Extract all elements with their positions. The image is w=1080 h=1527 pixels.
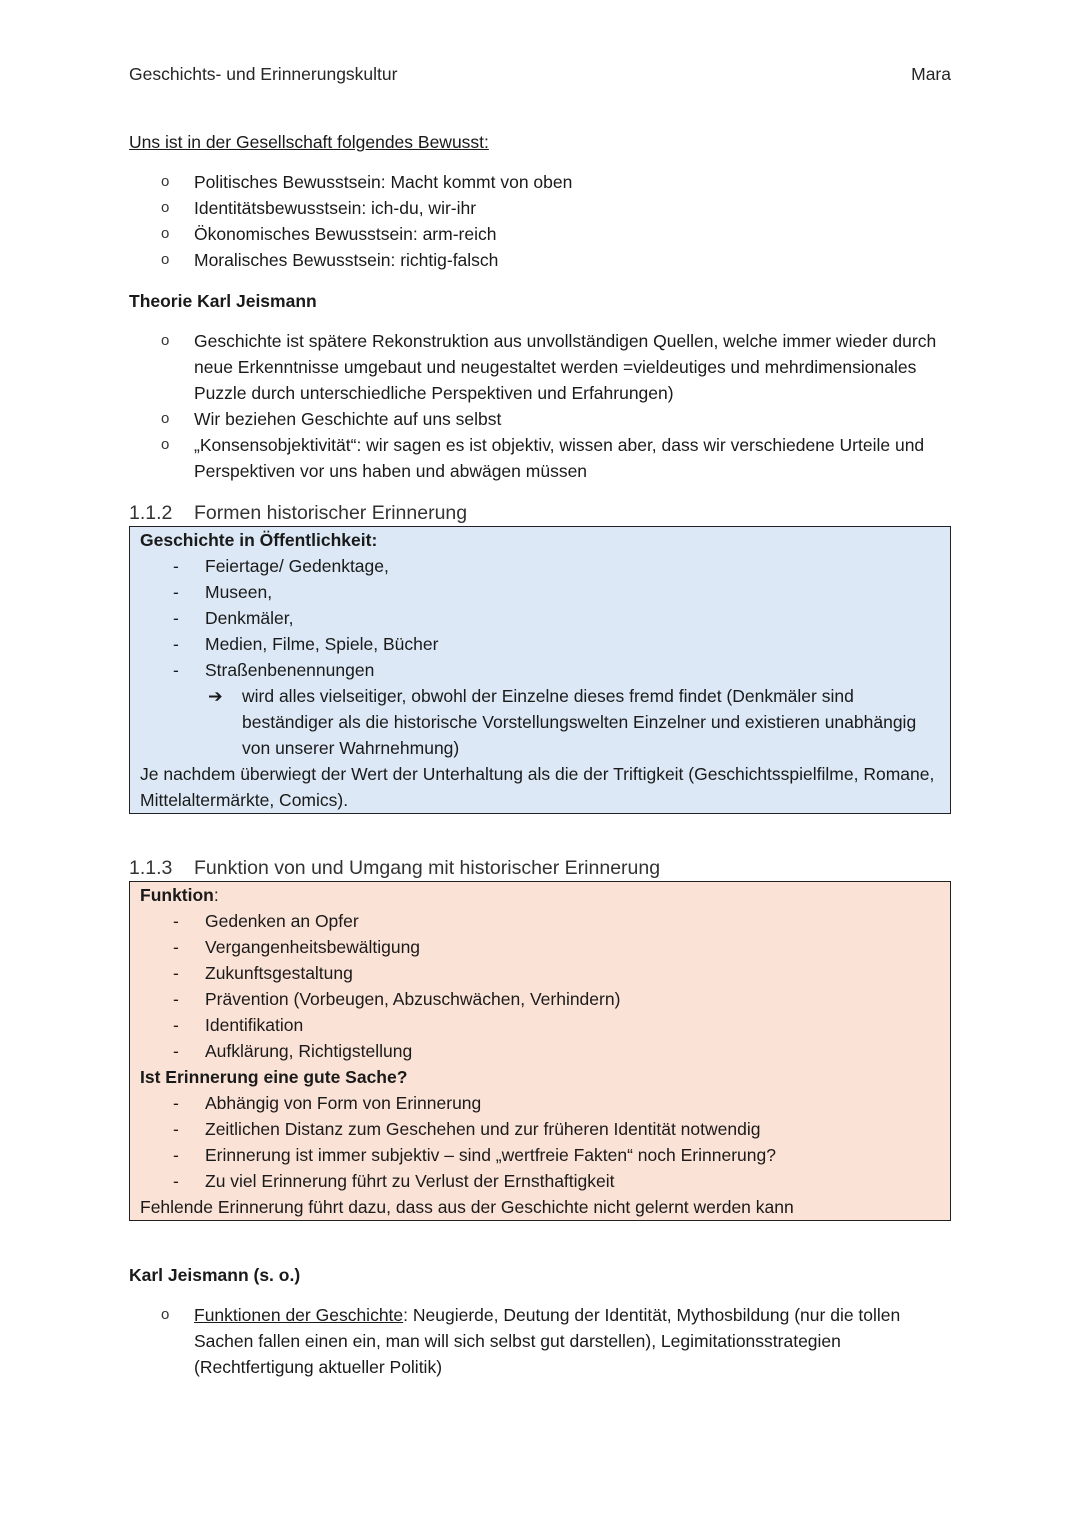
formen-box xyxy=(129,526,951,814)
page-header xyxy=(129,64,951,90)
funktion-list xyxy=(140,908,940,1064)
funktion-box xyxy=(129,881,951,1221)
list-item: o Funktionen der Geschichte: Neugierde, Deutung der Identität, Mythosbildung (nur die tollen Sachen fallen einen ein, man will sich selbst gut darstellen), Legimitationsstrategien (Rechtfertigung aktueller Politik) xyxy=(129,1302,951,1380)
list-item: - Gedenken an Opfer xyxy=(173,911,359,931)
list-item: - Zukunftsgestaltung xyxy=(173,963,353,983)
list-item: - Medien, Filme, Spiele, Bücher xyxy=(173,634,439,654)
list-item: - Zu viel Erinnerung führt zu Verlust der Ernsthaftigkeit xyxy=(173,1171,615,1191)
intro-list xyxy=(129,169,951,273)
circle-bullet-icon: o xyxy=(161,251,170,268)
list-item: - Identifikation xyxy=(173,1015,304,1035)
arrow-right-icon: ➔ xyxy=(208,686,223,706)
theorie-heading: Theorie Karl Jeismann xyxy=(129,291,317,311)
circle-bullet-icon: o xyxy=(161,1306,170,1323)
list-item: o Geschichte ist spätere Rekonstruktion aus unvollständigen Quellen, welche immer wieder durch neue Erkenntnisse umgebaut und neugestaltet werden =vieldeutiges und mehrdimensionales Puzzle durch unterschiedliche Perspektiven und Erfahrungen) xyxy=(129,328,951,406)
funktion-heading: Funktion: xyxy=(140,885,219,905)
list-item: o „Konsensobjektivität“: wir sagen es ist objektiv, wissen aber, dass wir verschiedene Urteile und Perspektiven vor uns haben und abwägen müssen xyxy=(129,432,951,484)
karl-heading: Karl Jeismann (s. o.) xyxy=(129,1265,301,1285)
list-item: - Straßenbenennungen xyxy=(173,660,375,680)
box-footer: Je nachdem überwiegt der Wert der Unterhaltung als die der Triftigkeit (Geschichtsspielfilme, Romane, Mittelaltermärkte, Comics). xyxy=(140,764,935,810)
section-heading-113 xyxy=(129,855,951,881)
header-title: Geschichts- und Erinnerungskultur xyxy=(129,64,398,84)
section-heading-112 xyxy=(129,500,951,526)
box-footer: Fehlende Erinnerung führt dazu, dass aus der Geschichte nicht gelernt werden kann xyxy=(140,1197,794,1217)
section-title: Funktion von und Umgang mit historischer Erinnerung xyxy=(194,857,661,879)
question-heading: Ist Erinnerung eine gute Sache? xyxy=(140,1067,408,1087)
list-item: o Wir beziehen Geschichte auf uns selbst xyxy=(129,406,951,432)
list-item: o Moralisches Bewusstsein: richtig-falsch xyxy=(129,247,951,273)
intro-heading: Uns ist in der Gesellschaft folgendes Bewusst: xyxy=(129,132,489,152)
box-heading: Geschichte in Öffentlichkeit: xyxy=(140,530,378,550)
list-item: o Ökonomisches Bewusstsein: arm-reich xyxy=(129,221,951,247)
list-item: - Prävention (Vorbeugen, Abzuschwächen, Verhindern) xyxy=(173,989,621,1009)
circle-bullet-icon: o xyxy=(161,436,170,453)
circle-bullet-icon: o xyxy=(161,410,170,427)
header-author: Mara xyxy=(911,64,951,84)
list-item: - Zeitlichen Distanz zum Geschehen und zur früheren Identität notwendig xyxy=(173,1119,761,1139)
list-item: - Museen, xyxy=(173,582,273,602)
section-number: 1.1.3 xyxy=(129,857,173,879)
list-item: - Abhängig von Form von Erinnerung xyxy=(173,1093,482,1113)
list-item: o Politisches Bewusstsein: Macht kommt von oben xyxy=(129,169,951,195)
karl-list xyxy=(129,1302,951,1380)
list-item: o Identitätsbewusstsein: ich-du, wir-ihr xyxy=(129,195,951,221)
list-item: - Denkmäler, xyxy=(173,608,294,628)
circle-bullet-icon: o xyxy=(161,332,170,349)
formen-list xyxy=(140,553,940,683)
list-item: - Erinnerung ist immer subjektiv – sind „wertfreie Fakten“ noch Erinnerung? xyxy=(173,1145,776,1165)
list-item: - Feiertage/ Gedenktage, xyxy=(173,556,389,576)
circle-bullet-icon: o xyxy=(161,225,170,242)
section-title: Formen historischer Erinnerung xyxy=(194,502,468,524)
section-number: 1.1.2 xyxy=(129,502,173,524)
arrow-item: ➔ wird alles vielseitiger, obwohl der Einzelne dieses fremd findet (Denkmäler sind beständiger als die historische Vorstellungswelten Einzelner und existieren unabhängig von unserer Wahrnehmung) xyxy=(140,683,940,761)
circle-bullet-icon: o xyxy=(161,199,170,216)
circle-bullet-icon: o xyxy=(161,173,170,190)
list-item: - Aufklärung, Richtigstellung xyxy=(173,1041,413,1061)
list-item: - Vergangenheitsbewältigung xyxy=(173,937,421,957)
question-list xyxy=(140,1090,940,1194)
theorie-list xyxy=(129,328,951,484)
page-content xyxy=(129,129,951,1380)
